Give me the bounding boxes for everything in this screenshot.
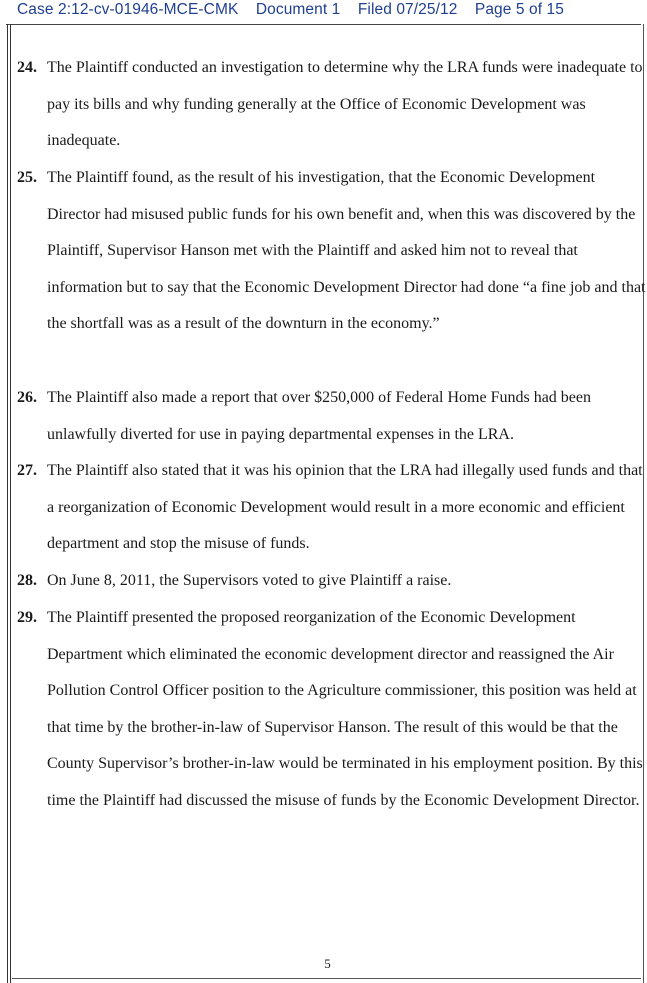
document-number: Document 1 [255,1,341,18]
header-divider [6,24,641,25]
paragraph-text: On June 8, 2011, the Supervisors voted to give Plaintiff a raise. [47,572,452,589]
paragraph-26 [17,380,647,453]
paragraph-number: 24. [17,59,37,76]
paragraph-28 [17,563,647,600]
filing-header [17,1,577,19]
paragraph-text: The Plaintiff presented the proposed reorganization of the Economic Development Department which eliminated the economic development director and reassigned the Air Pollution Control Officer position to the Agriculture commissioner, this position was held at that time by the brother-in-law of Supervisor Hanson. The result of this would be that the County Supervisor’s brother-in-law would be terminated in his employment position. By this time the Plaintiff had discussed the misuse of funds by the Economic Development Director. [47,609,643,809]
paragraph-text: The Plaintiff also made a report that over $250,000 of Federal Home Funds had been unlawfully diverted for use in paying departmental expenses in the LRA. [47,389,592,443]
case-number: Case 2:12-cv-01946-MCE-CMK [17,1,239,18]
page-indicator: Page 5 of 15 [474,1,564,18]
paragraph-text: The Plaintiff also stated that it was his opinion that the LRA had illegally used funds and that a reorganization of Economic Development would result in a more economic and efficient department and stop the misuse of funds. [47,462,643,553]
paragraph-27 [17,453,647,563]
paragraph-text: The Plaintiff conducted an investigation to determine why the LRA funds were inadequate to pay its bills and why funding generally at the Office of Economic Development was inadequate. [47,59,643,150]
filed-date: Filed 07/25/12 [357,1,458,18]
paragraph-number: 26. [17,389,37,406]
paragraph-text: The Plaintiff found, as the result of his investigation, that the Economic Development Director had misused public funds for his own benefit and, when this was discovered by the Plaintiff, Supervisor Hanson met with the Plaintiff and asked him not to reveal that information but to say that the Economic Development Director had done “a fine job and that the shortfall was as a result of the downturn in the economy.” [47,169,646,333]
page-number: 5 [324,956,331,971]
paragraph-24 [17,50,647,160]
paragraph-25 [17,160,647,343]
paragraph-number: 25. [17,169,37,186]
paragraph-number: 28. [17,572,37,589]
footer-divider [12,978,641,979]
paragraph-29 [17,600,647,820]
left-margin-line [7,24,8,983]
paragraph-number: 27. [17,462,37,479]
paragraph-number: 29. [17,609,37,626]
left-margin-line-inner [10,24,11,983]
